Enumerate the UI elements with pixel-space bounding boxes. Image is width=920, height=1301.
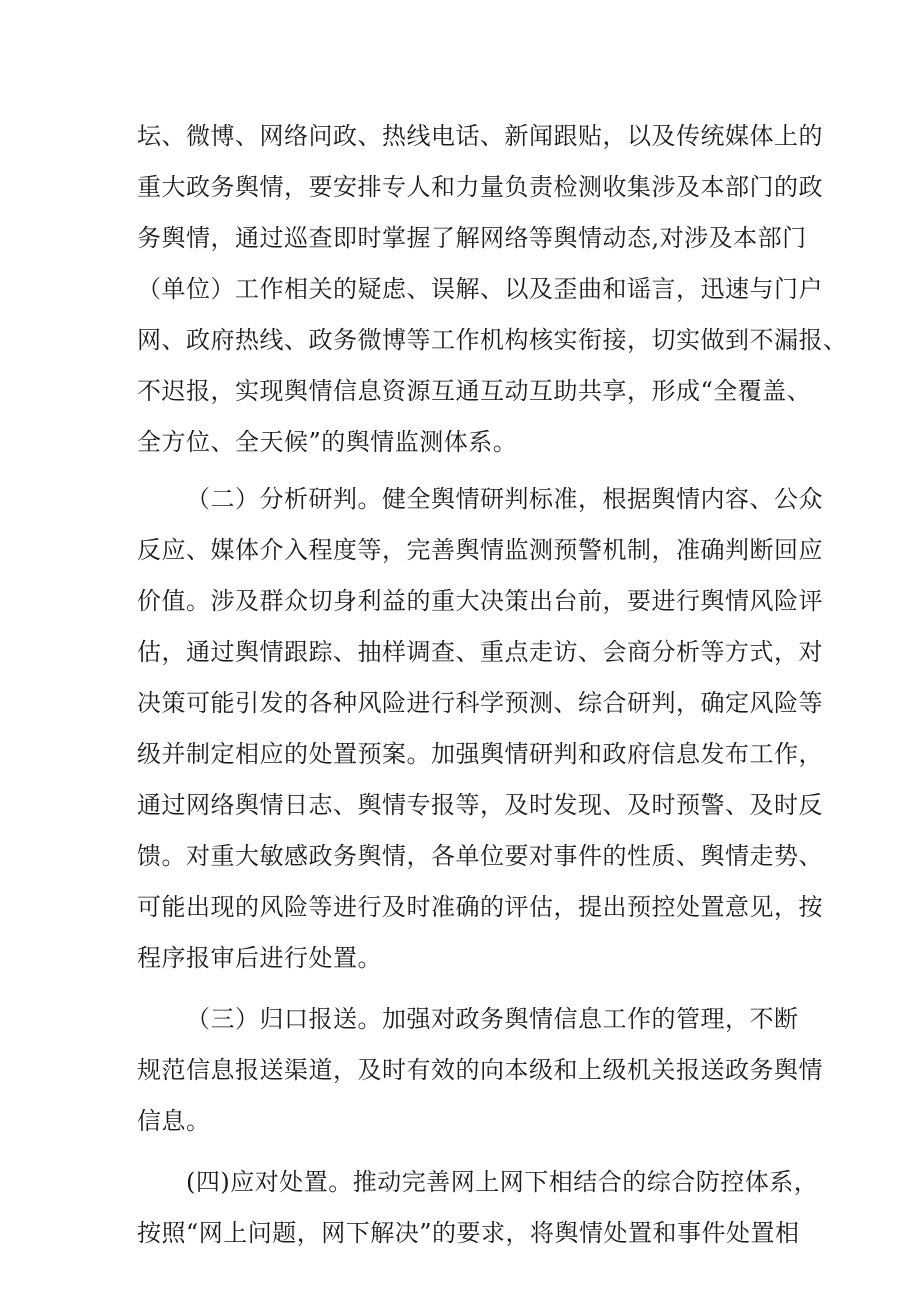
text-line: 务舆情，通过巡查即时掌握了解网络等舆情动态,对涉及本部门 bbox=[137, 224, 807, 252]
text-line: 坛、微博、网络问政、热线电话、新闻跟贴，以及传统媒体上的 bbox=[137, 122, 823, 150]
text-line: 通过网络舆情日志、舆情专报等，及时发现、及时预警、及时反 bbox=[137, 791, 823, 819]
text-line: 网、政府热线、政务微博等工作机构核实衔接，切实做到不漏报、 bbox=[137, 326, 848, 354]
text-line: 反应、媒体介入程度等，完善舆情监测预警机制，准确判断回应 bbox=[137, 536, 823, 564]
text-line: 价值。涉及群众切身利益的重大决策出台前，要进行舆情风险评 bbox=[137, 587, 823, 615]
text-line: 重大政务舆情，要安排专人和力量负责检测收集涉及本部门的政 bbox=[137, 173, 823, 201]
paragraph-heading-3: （三）归口报送。加强对政务舆情信息工作的管理，不断 bbox=[186, 1005, 799, 1033]
text-line: 不迟报，实现舆情信息资源互通互动互助共享，形成“全覆盖、 bbox=[137, 377, 812, 405]
text-line: 可能出现的风险等进行及时准确的评估，提出预控处置意见，按 bbox=[137, 893, 823, 921]
text-line: 规范信息报送渠道，及时有效的向本级和上级机关报送政务舆情 bbox=[137, 1056, 823, 1084]
text-line: 全方位、全天候”的舆情监测体系。 bbox=[137, 428, 518, 456]
paragraph-heading-2: （二）分析研判。健全舆情研判标准，根据舆情内容、公众 bbox=[186, 485, 823, 513]
text-line: 决策可能引发的各种风险进行科学预测、综合研判，确定风险等 bbox=[137, 689, 823, 717]
text-line: 程序报审后进行处置。 bbox=[137, 944, 382, 972]
text-line: （单位）工作相关的疑虑、误解、以及歪曲和谣言，迅速与门户 bbox=[137, 275, 823, 303]
text-line: 按照“网上问题，网下解决”的要求，将舆情处置和事件处置相 bbox=[137, 1219, 800, 1247]
text-line: 馈。对重大敏感政务舆情，各单位要对事件的性质、舆情走势、 bbox=[137, 842, 823, 870]
text-line: 估，通过舆情跟踪、抽样调查、重点走访、会商分析等方式，对 bbox=[137, 638, 823, 666]
text-line: 级并制定相应的处置预案。加强舆情研判和政府信息发布工作， bbox=[137, 740, 823, 768]
paragraph-heading-4: (四)应对处置。推动完善网上网下相结合的综合防控体系， bbox=[186, 1168, 819, 1196]
text-line: 信息。 bbox=[137, 1107, 211, 1135]
